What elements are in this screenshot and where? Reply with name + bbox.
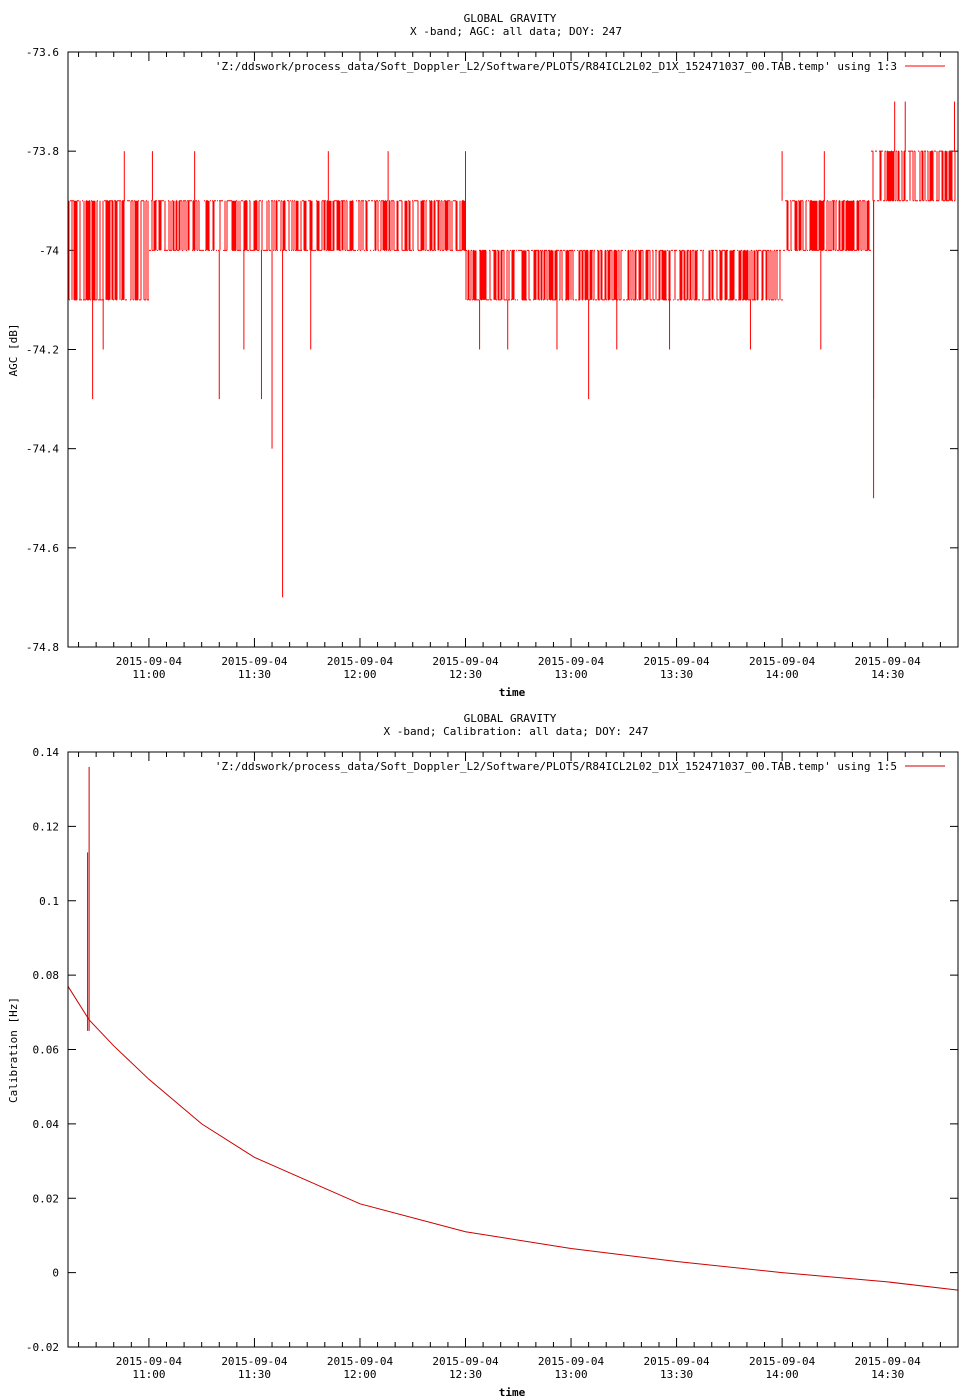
- calibration-x-tick-date: 2015-09-04: [115, 1355, 183, 1368]
- agc-x-tick-time: 13:30: [660, 668, 694, 681]
- calibration-y-tick-label: -0.02: [25, 1341, 59, 1354]
- calibration-x-tick-time: 11:00: [132, 1368, 166, 1381]
- calibration-y-tick-label: 0: [52, 1266, 59, 1280]
- agc-chart-subtitle: X -band; AGC: all data; DOY: 247: [410, 25, 622, 38]
- agc-y-tick-label: -74.6: [25, 541, 59, 555]
- agc-y-tick-label: -74.4: [25, 442, 59, 456]
- calibration-y-tick-label: 0.1: [39, 894, 59, 908]
- calibration-x-tick-date: 2015-09-04: [537, 1355, 605, 1368]
- calibration-x-axis-label: time: [498, 1386, 526, 1399]
- agc-x-tick-time: 11:00: [132, 668, 166, 681]
- agc-x-tick-date: 2015-09-04: [537, 655, 605, 668]
- calibration-x-tick-time: 13:00: [554, 1368, 588, 1381]
- agc-x-tick-time: 14:00: [765, 668, 799, 681]
- agc-chart: [7, 12, 958, 699]
- agc-x-tick-date: 2015-09-04: [643, 655, 710, 668]
- agc-x-tick-time: 12:30: [448, 668, 483, 681]
- agc-x-tick-date: 2015-09-04: [221, 655, 288, 668]
- calibration-plot-frame: [68, 752, 958, 1347]
- calibration-x-tick-date: 2015-09-04: [854, 1355, 921, 1368]
- calibration-x-tick-date: 2015-09-04: [748, 1355, 816, 1368]
- calibration-x-tick-date: 2015-09-04: [326, 1355, 394, 1368]
- calibration-x-tick-date: 2015-09-04: [221, 1355, 288, 1368]
- calibration-y-tick-label: 0.02: [32, 1192, 59, 1206]
- agc-x-tick-time: 12:00: [343, 668, 377, 681]
- calibration-y-tick-label: 0.14: [32, 746, 59, 759]
- agc-y-axis-label: AGC [dB]: [7, 323, 20, 377]
- agc-series-line: [69, 151, 956, 300]
- calibration-chart-subtitle: X -band; Calibration: all data; DOY: 247: [383, 725, 649, 738]
- calibration-x-tick-time: 12:00: [343, 1368, 377, 1381]
- calibration-x-tick-date: 2015-09-04: [432, 1355, 499, 1368]
- calibration-y-tick-label: 0.12: [32, 820, 59, 834]
- calibration-chart: [7, 712, 958, 1399]
- agc-y-tick-label: -74.8: [25, 641, 59, 654]
- calibration-x-tick-time: 14:30: [871, 1368, 905, 1381]
- calibration-x-tick-time: 13:30: [660, 1368, 694, 1381]
- agc-x-tick-date: 2015-09-04: [748, 655, 816, 668]
- agc-x-axis-label: time: [498, 686, 526, 699]
- agc-x-tick-date: 2015-09-04: [432, 655, 499, 668]
- agc-chart-axes: [26, 46, 958, 681]
- agc-legend-label: 'Z:/ddswork/process_data/Soft_Doppler_L2/Software/PLOTS/R84ICL2L02_D1X_152471037_00.TAB.temp' using 1:3: [214, 60, 897, 73]
- calibration-legend-label: 'Z:/ddswork/process_data/Soft_Doppler_L2/Software/PLOTS/R84ICL2L02_D1X_152471037_00.TAB.temp' using 1:5: [214, 760, 897, 773]
- calibration-chart-axes: [26, 746, 958, 1381]
- calibration-y-tick-label: 0.06: [32, 1043, 59, 1057]
- agc-x-tick-date: 2015-09-04: [854, 655, 921, 668]
- calibration-y-axis-label: Calibration [Hz]: [7, 997, 20, 1103]
- calibration-x-tick-date: 2015-09-04: [643, 1355, 710, 1368]
- calibration-x-tick-time: 14:00: [765, 1368, 799, 1381]
- agc-y-tick-label: -74.2: [25, 343, 59, 357]
- agc-y-tick-label: -73.8: [25, 145, 59, 159]
- agc-x-tick-time: 14:30: [871, 668, 905, 681]
- calibration-x-tick-time: 12:30: [448, 1368, 483, 1381]
- agc-x-tick-date: 2015-09-04: [115, 655, 183, 668]
- calibration-series-line: [68, 986, 958, 1290]
- agc-y-tick-label: -74: [39, 244, 59, 258]
- calibration-series: [68, 767, 958, 1290]
- agc-plot-frame: [68, 52, 958, 647]
- calibration-chart-title: GLOBAL GRAVITY: [463, 712, 557, 725]
- agc-x-tick-date: 2015-09-04: [326, 655, 394, 668]
- agc-x-tick-time: 13:00: [554, 668, 588, 681]
- calibration-x-tick-time: 11:30: [237, 1368, 272, 1381]
- agc-y-tick-label: -73.6: [25, 46, 59, 59]
- agc-x-tick-time: 11:30: [237, 668, 272, 681]
- calibration-y-tick-label: 0.04: [32, 1117, 59, 1131]
- agc-series: [69, 102, 956, 598]
- calibration-y-tick-label: 0.08: [32, 969, 59, 983]
- agc-chart-title: GLOBAL GRAVITY: [463, 12, 557, 25]
